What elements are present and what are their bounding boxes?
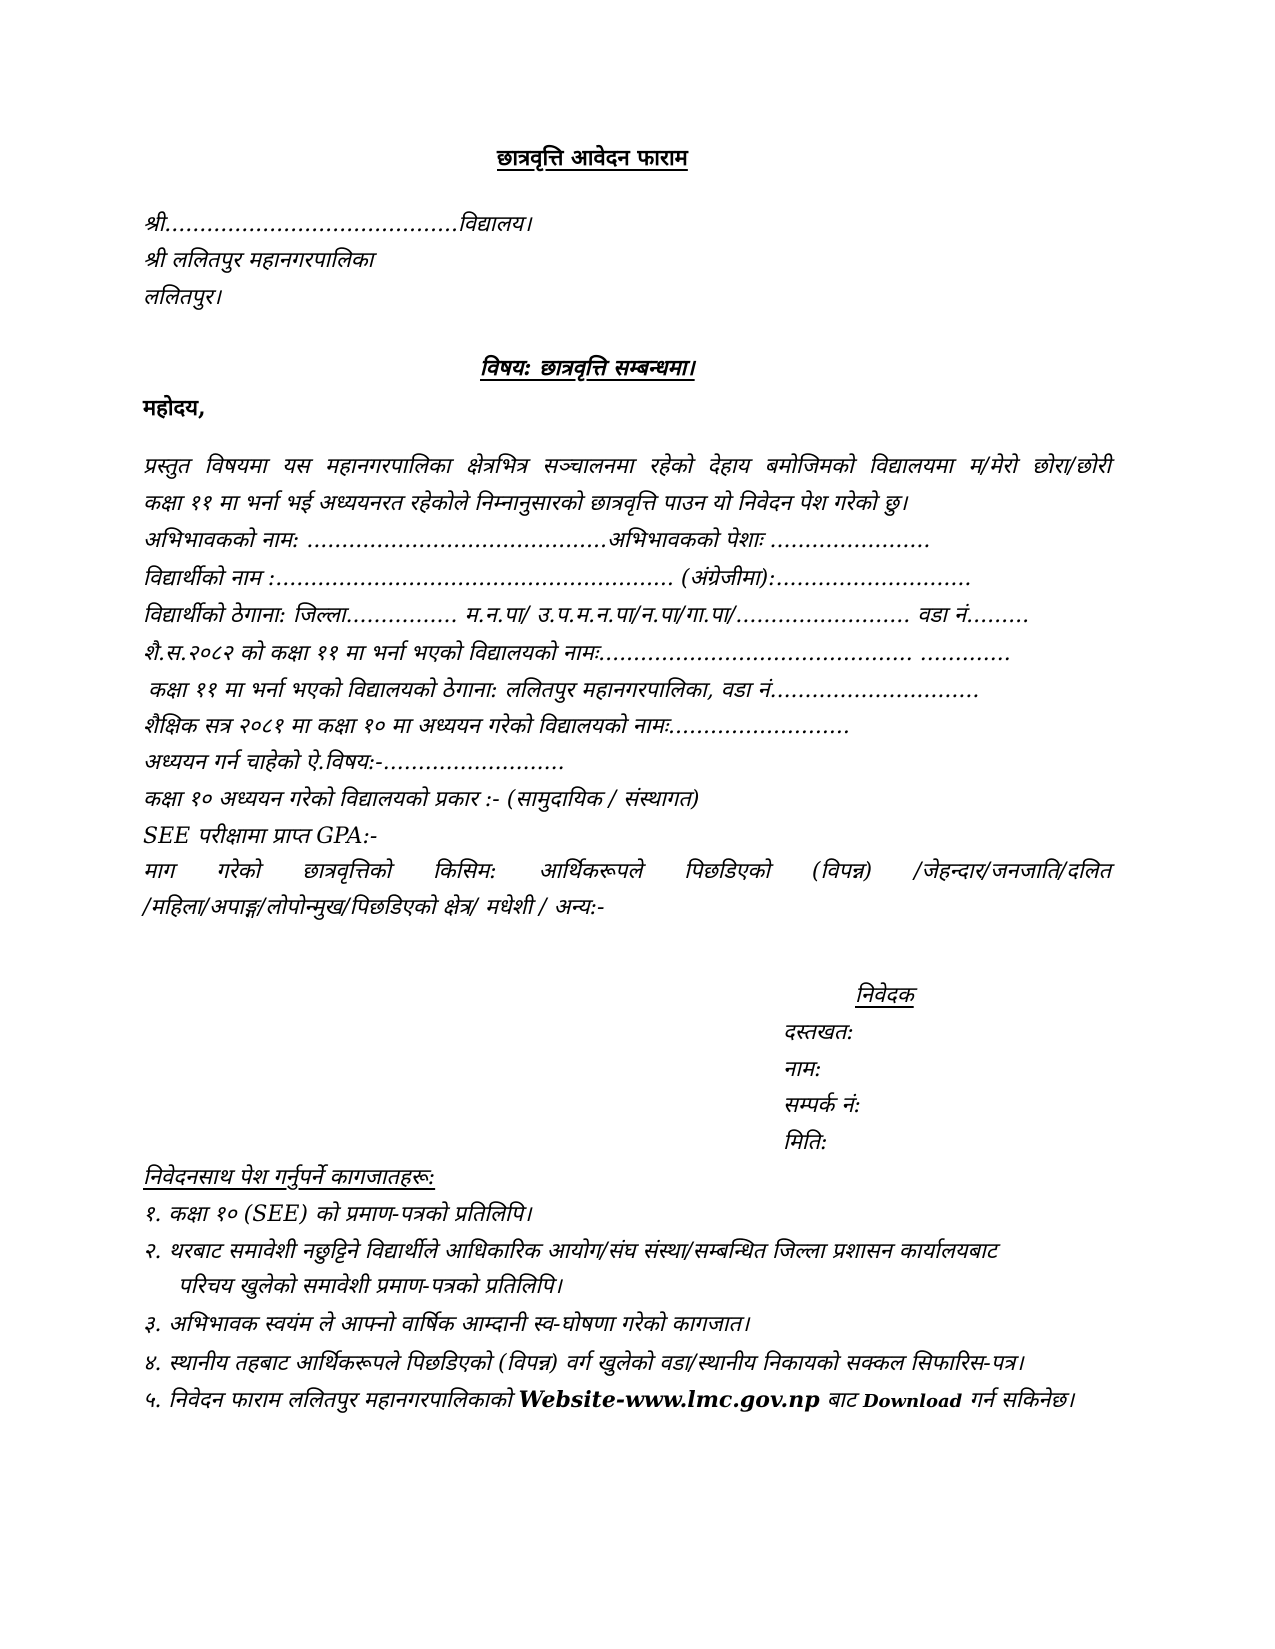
document-item-5-suffix: गर्न सकिनेछ। bbox=[962, 1388, 1075, 1413]
guardian-field: अभिभावकको नाम: ...........................................अभिभावकको पेशाः ....................... bbox=[143, 528, 931, 553]
document-item-5-mid: बाट bbox=[819, 1388, 863, 1413]
school-2081-field: शैक्षिक सत्र २०८१ मा कक्षा १० मा अध्ययन गरेको विद्यालयको नामः.......................... bbox=[143, 714, 850, 739]
see-gpa-field: SEE परीक्षामा प्राप्त GPA:- bbox=[143, 824, 378, 849]
address-municipality-line: श्री ललितपुर महानगरपालिका bbox=[143, 248, 374, 273]
scholarship-type-line-2: /महिला/अपाङ्ग/लोपोन्मुख/पिछडिएको क्षेत्र/ मधेशी / अन्य:- bbox=[143, 895, 605, 920]
form-title: छात्रवृत्ति आवेदन फाराम bbox=[497, 145, 688, 171]
body-paragraph-line-2: कक्षा ११ मा भर्ना भई अध्ययनरत रहेकोले निम्नानुसारको छात्रवृत्ति पाउन यो निवेदन पेश गरेको छु। bbox=[143, 491, 908, 516]
signature-label: दस्तखत: bbox=[783, 1020, 854, 1045]
subject-line: विषय: छात्रवृत्ति सम्बन्धमा। bbox=[480, 355, 695, 381]
address-school-line: श्री..........................................विद्यालय। bbox=[143, 212, 532, 237]
address-city-line: ललितपुर। bbox=[143, 285, 221, 310]
document-item-5 bbox=[143, 1385, 1074, 1417]
date-label: मिति: bbox=[783, 1130, 828, 1155]
document-item-4: ४. स्थानीय तहबाट आर्थिकरूपले पिछडिएको (विपन्न) वर्ग खुलेको वडा/स्थानीय निकायको सक्कल सिफारिस-पत्र। bbox=[143, 1351, 1024, 1376]
salutation: महोदय, bbox=[143, 395, 206, 421]
document-item-2-line-1: २. थरबाट समावेशी नछुट्टिने विद्यार्थीले आधिकारिक आयोग/संघ संस्था/सम्बन्धित जिल्ला प्रशासन कार्यालयबाट bbox=[143, 1239, 997, 1264]
applicant-name-label: नाम: bbox=[783, 1057, 822, 1082]
student-address-field: विद्यार्थीको ठेगाना: जिल्ला................ म.न.पा/ उ.प.म.न.पा/न.पा/गा.पा/......................... वडा नं......... bbox=[143, 603, 1030, 628]
document-item-3: ३. अभिभावक स्वयंम ले आफ्नो वार्षिक आम्दानी स्व-घोषणा गरेको कागजात। bbox=[143, 1312, 750, 1337]
scholarship-type-line-1: माग गरेको छात्रवृत्तिको किसिम: आर्थिकरूपले पिछडिएको (विपन्न) /जेहन्दार/जनजाति/दलित bbox=[143, 859, 1111, 884]
student-name-field: विद्यार्थीको नाम :......................................................... (अंग्रेजीमा):............................ bbox=[143, 566, 972, 591]
applicant-heading: निवेदक bbox=[855, 983, 914, 1008]
body-paragraph-line-1: प्रस्तुत विषयमा यस महानगरपालिका क्षेत्रभित्र सञ्चालनमा रहेको देहाय बमोजिमको विद्यालयमा म/मेरो छोरा/छोरी bbox=[143, 454, 1111, 479]
contact-number-label: सम्पर्क नं: bbox=[783, 1093, 861, 1118]
document-item-5-prefix: ५. निवेदन फाराम ललितपुर महानगरपालिकाको bbox=[143, 1388, 519, 1413]
school-address-field: कक्षा ११ मा भर्ना भएको विद्यालयको ठेगाना: ललितपुर महानगरपालिका, वडा नं.............................. bbox=[148, 678, 980, 703]
documents-heading: निवेदनसाथ पेश गर्नुपर्ने कागजातहरू: bbox=[143, 1165, 436, 1190]
document-item-2-line-2: परिचय खुलेको समावेशी प्रमाण-पत्रको प्रतिलिपि। bbox=[178, 1274, 562, 1299]
subject-choice-field: अध्ययन गर्न चाहेको ऐ.विषय:-.......................... bbox=[143, 750, 565, 775]
school-type-field: कक्षा १० अध्ययन गरेको विद्यालयको प्रकार :- (सामुदायिक / संस्थागत) bbox=[143, 787, 700, 812]
school-2082-field: शै.स.२०८२ को कक्षा ११ मा भर्ना भएको विद्यालयको नामः............................................. ............. bbox=[143, 641, 1011, 666]
download-text: Download bbox=[862, 1391, 963, 1412]
website-link[interactable]: Website-www.lmc.gov.np bbox=[518, 1387, 820, 1413]
document-item-1: १. कक्षा १० (SEE) को प्रमाण-पत्रको प्रतिलिपि। bbox=[143, 1202, 532, 1227]
